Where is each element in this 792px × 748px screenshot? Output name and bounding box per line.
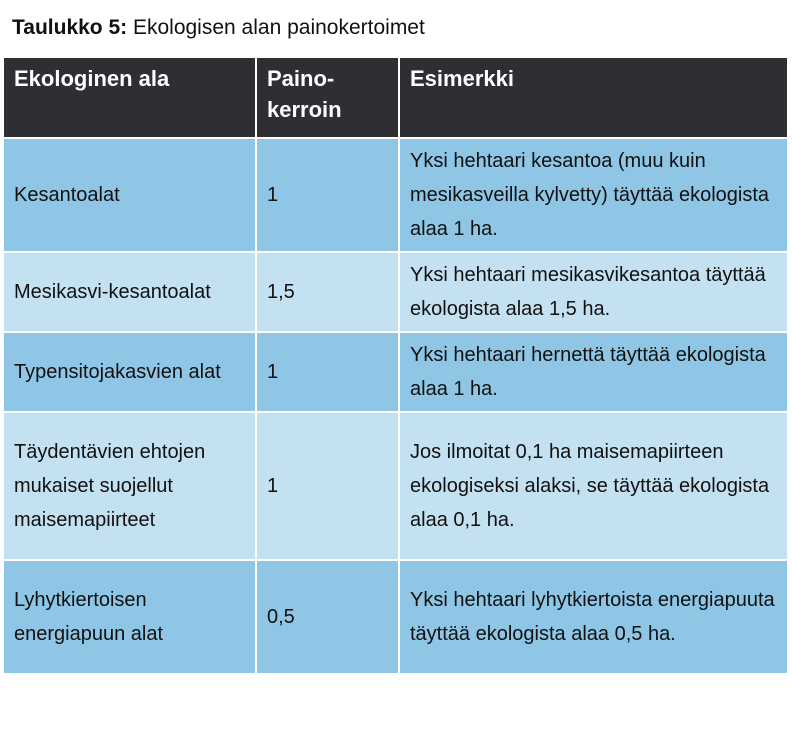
caption-label: Taulukko 5: <box>12 16 128 39</box>
cell-esimerkki: Yksi hehtaari hernettä täyttää ekologista alaa 1 ha. <box>399 332 788 412</box>
cell-esimerkki: Yksi hehtaari lyhytkiertoista energiapuuta täyttää ekologista alaa 0,5 ha. <box>399 560 788 674</box>
cell-kerroin: 1 <box>256 138 399 252</box>
cell-ala: Lyhytkiertoisen energiapuun alat <box>3 560 256 674</box>
cell-ala: Typensitojakasvien alat <box>3 332 256 412</box>
cell-ala: Täydentävien ehtojen mukaiset suojellut maisemapiirteet <box>3 412 256 560</box>
cell-esimerkki: Jos ilmoitat 0,1 ha maisemapiirteen ekologiseksi alaksi, se täyttää ekologista alaa 0,1 ha. <box>399 412 788 560</box>
caption-text: Ekologisen alan painokertoimet <box>127 16 425 39</box>
cell-kerroin: 1 <box>256 332 399 412</box>
header-painokerroin-line2: kerroin <box>267 97 342 122</box>
table-caption <box>12 14 425 42</box>
table-row <box>3 252 788 332</box>
header-ekologinen-ala: Ekologinen ala <box>3 57 256 138</box>
cell-kerroin: 1 <box>256 412 399 560</box>
header-painokerroin <box>256 57 399 138</box>
weight-coefficient-table <box>2 56 789 675</box>
table-header-row <box>3 57 788 138</box>
cell-kerroin: 0,5 <box>256 560 399 674</box>
cell-ala: Kesantoalat <box>3 138 256 252</box>
table-row <box>3 412 788 560</box>
cell-kerroin: 1,5 <box>256 252 399 332</box>
header-painokerroin-line1: Paino- <box>267 66 335 91</box>
table-row <box>3 332 788 412</box>
cell-esimerkki: Yksi hehtaari kesantoa (muu kuin mesikasveilla kylvetty) täyttää ekologista alaa 1 ha. <box>399 138 788 252</box>
table-row <box>3 560 788 674</box>
table-row <box>3 138 788 252</box>
cell-esimerkki: Yksi hehtaari mesikasvikesantoa täyttää ekologista alaa 1,5 ha. <box>399 252 788 332</box>
header-esimerkki: Esimerkki <box>399 57 788 138</box>
cell-ala: Mesikasvi-kesantoalat <box>3 252 256 332</box>
